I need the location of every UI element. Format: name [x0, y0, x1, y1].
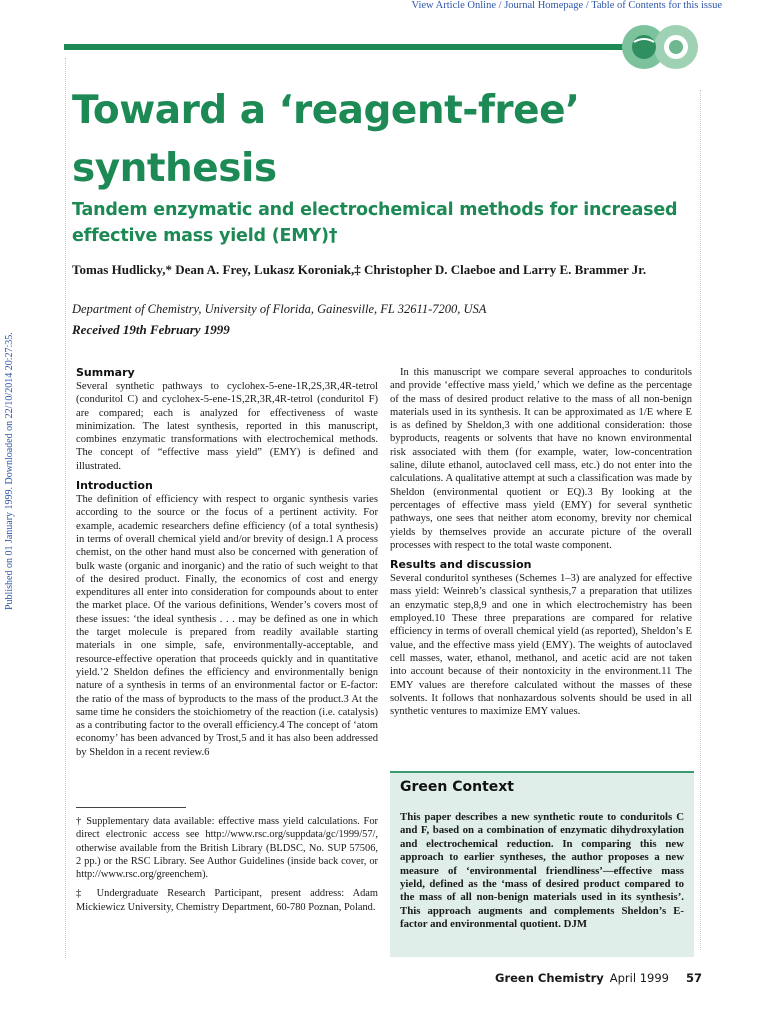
summary-text: Several synthetic pathways to cyclohex-5-ene-1R,2S,3R,4R-tetrol (conduritol C) and cyclohex-5-ene-1S,2R,3R,4R-tetrol (conduritol F) are compared; each is analyzed for effectiveness of waste minimization. The latest synthesis, reported in this manuscript, combines enzymatic transformations with electrochemical methods. The concept of “effective mass yield” (EMY) is defined and illustrated.	[76, 381, 378, 472]
left-column	[76, 366, 378, 765]
introduction-text: The definition of efficiency with respect to organic synthesis varies according to the source or the focus of a pertinent activity. For example, academic researchers define efficiency (of a total synthesis) in terms of overall chemical yield and/or brevity of design.1 A process chemist, on the other hand must also be concerned with generation of bulk waste (organic and inorganic) and the ratio of such weight to that of the desired product. Finally, the economics of cost and energy expenditures all enter into consideration for compounds about to enter the market place. Of the various definitions, Wender’s covers most of these issues: ‘the ideal synthesis . . . may be defined as one in which the target molecule is prepared from readily available starting materials in one simple, safe, environmentally-acceptable, and resource-effective operation that proceeds quickly and in quantitative yield.’2 Sheldon defines the efficiency and environmentally benign nature of a synthesis in terms of an environmental factor or E-factor: the ratio of the mass of byproducts to the mass of the product.3 At the same time he considers the stoichiometry of the reaction (i.e. catalysis) as a contributing factor to the overall efficiency.4 The concept of ‘atom economy’ has been advanced by Trost,5 and it has also been addressed by Sheldon in a recent review.6	[76, 494, 378, 758]
results-text: Several conduritol syntheses (Schemes 1–3) are analyzed for effective mass yield: Weinreb’s classical synthesis,7 a preparation that utilizes an enzymatic step,8,9 and one in which electrochemistry has been employed.10 These three preparations are compared for relative efficiency in terms of overall chemical yield (as reported), Sheldon’s E value, and the effective mass yield (EMY). The weights of autoclaved cell masses, water, ethanol, methanol, and acetic acid are not taken into account because of their nontoxicity in the environment.11 The EMY values are therefore calculated without the masses of these solvents. It follows that nonhazardous solvents should be used in all synthetic ventures to maximize EMY values.	[390, 573, 692, 718]
footnote-participant: ‡ Undergraduate Research Participant, present address: Adam Mickiewicz University, Chemistry Department, 60-780 Poznan, Poland.	[76, 888, 378, 913]
table-of-contents-link[interactable]: Table of Contents for this issue	[591, 0, 722, 11]
page-footer	[495, 971, 702, 986]
received-date: Received 19th February 1999	[72, 322, 230, 337]
manuscript-intro-text: In this manuscript we compare several approaches to conduritols and provide ‘effective mass yield,’ which we define as the percentage of the mass of desired product relative to the mass of all non-benign materials used in its synthesis. It can be approximated as 1/E where E is as defined by Sheldon,3 with one additional consideration: those byproducts, reagents or solvents that have no known environmental risk associated with them (for example, water, low-concentration saline, dilute ethanol, autoclaved cell mass, etc.) do not enter into the calculations. A qualitative attempt at such a classification was made by Sheldon (environmental quotient or EQ).3 By looking at the percentages of effective mass yield (EMY) for several synthetic pathways, one sees that neither atom economy, brevity nor chemical yields by themselves provide an accurate picture of the overall processes with respect to the total waste component.	[390, 367, 692, 551]
header-rule	[64, 44, 636, 50]
green-context-text: This paper describes a new synthetic route to conduritols C and F, based on a combination of enzymatic dihydroxylation and electrochemical reduction. In comparing this new approach to earlier syntheses, the author proposes a new measure of ‘environmental friendliness’—effective mass yield, defined as the ‘mass of desired product compared to the mass of all non-benign materials used in its synthesis’. This approach augments and complements Sheldon’s E-factor and environmental quotient. DJM	[400, 811, 684, 931]
publication-note[interactable]: Published on 01 January 1999. Downloaded on 22/10/2014 20:27:35.	[4, 332, 15, 610]
introduction-heading: Introduction	[76, 479, 153, 493]
journal-logo-icon	[620, 24, 704, 70]
summary-heading: Summary	[76, 366, 135, 379]
margin-guide	[65, 58, 66, 958]
journal-name: Green Chemistry	[495, 971, 604, 985]
author-list: Tomas Hudlicky,* Dean A. Frey, Lukasz Koroniak,‡ Christopher D. Claeboe and Larry E. Brammer Jr.	[72, 262, 647, 277]
page-number: 57	[685, 971, 702, 985]
journal-homepage-link[interactable]: Journal Homepage	[504, 0, 584, 11]
view-article-online-link[interactable]: View Article Online	[411, 0, 497, 11]
margin-guide	[700, 90, 701, 950]
issue-date: April 1999	[609, 971, 669, 985]
footnotes	[76, 815, 378, 920]
article-title: Toward a ‘reagent-free’ synthesis	[72, 88, 580, 191]
link-separator: /	[583, 0, 592, 11]
link-separator: /	[496, 0, 505, 11]
header-links	[412, 0, 723, 11]
footnote-rule	[76, 807, 186, 808]
results-heading: Results and discussion	[390, 558, 532, 572]
footnote-supplementary: † Supplementary data available: effective mass yield calculations. For direct electronic access see http://www.rsc.org/suppdata/gc/1999/57/, otherwise available from the British Library (BLDSC, No. SUP 57506, 2 pp.) or the RSC Library. See Author Guidelines (inside back cover, or http://www.rsc.org/greenchem).	[76, 816, 378, 881]
green-context-box	[390, 771, 694, 957]
green-context-title: Green Context	[400, 779, 514, 795]
article-subtitle: Tandem enzymatic and electrochemical methods for increased effective mass yield (EMY)†	[72, 200, 678, 246]
right-column	[390, 366, 692, 724]
affiliation: Department of Chemistry, University of Florida, Gainesville, FL 32611-7200, USA	[72, 302, 487, 316]
